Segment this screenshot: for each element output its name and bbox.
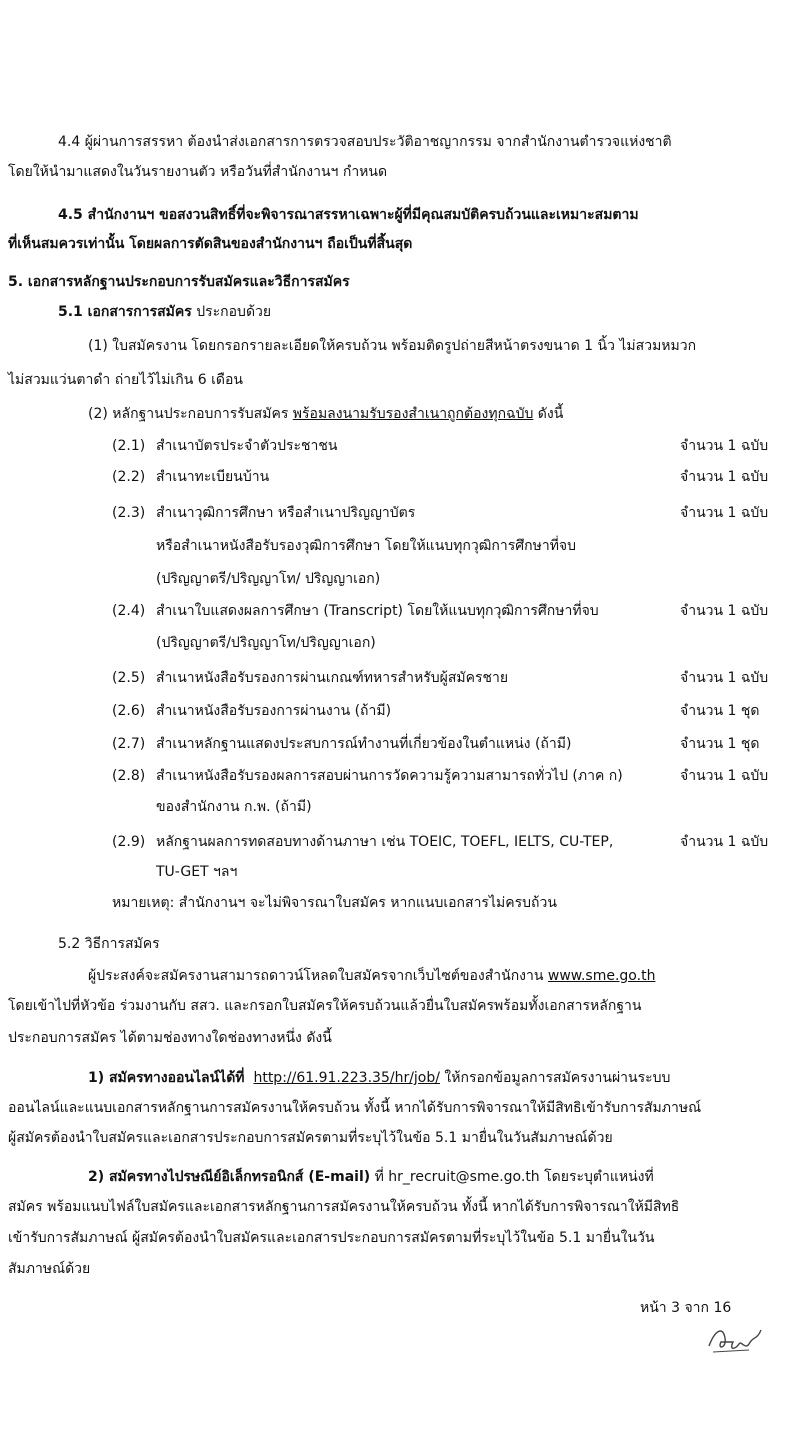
section-5-2-line1 <box>88 966 655 986</box>
doc-num: (2.9) <box>112 834 146 850</box>
item-2-suffix: ดังนี้ <box>533 406 564 422</box>
para-4-4-line1: 4.4 ผู้ผ่านการสรรหา ต้องนำส่งเอกสารการตรวจสอบประวัติอาชญากรรม จากสำนักงานตำรวจแห่งชาติ <box>58 134 672 150</box>
doc-line: สำเนาหนังสือรับรองการผ่านงาน (ถ้ามี) <box>156 703 392 719</box>
para-4-4-line2: โดยให้นำมาแสดงในวันรายงานตัว หรือวันที่สำนักงานฯ กำหนด <box>8 164 388 180</box>
online-url-link[interactable]: http://61.91.223.35/hr/job/ <box>253 1070 440 1086</box>
doc-line: สำเนาวุฒิการศึกษา หรือสำเนาปริญญาบัตร <box>156 505 416 521</box>
email-line2: สมัคร พร้อมแนบไฟล์ใบสมัครและเอกสารหลักฐานการสมัครงานให้ครบถ้วน ทั้งนี้ หากได้รับการพิจารณาให้มีสิทธิ <box>8 1199 680 1215</box>
website-link[interactable]: www.sme.go.th <box>547 968 656 984</box>
doc-line: สำเนาหนังสือรับรองการผ่านเกณฑ์ทหารสำหรับผู้สมัครชาย <box>156 670 509 686</box>
section-5-2-line1-text: ผู้ประสงค์จะสมัครงานสามารถดาวน์โหลดใบสมัครจากเว็บไซต์ของสำนักงาน <box>88 968 548 984</box>
page-number: หน้า 3 จาก 16 <box>640 1300 732 1316</box>
doc-qty: จำนวน 1 ฉบับ <box>680 469 769 485</box>
section-5-1-rest: ประกอบด้วย <box>191 304 272 320</box>
doc-line: สำเนาใบแสดงผลการศึกษา (Transcript) โดยให้แนบทุกวุฒิการศึกษาที่จบ <box>156 603 599 619</box>
doc-num: (2.4) <box>112 603 146 619</box>
doc-num: (2.3) <box>112 505 146 521</box>
section-5-2-line2: โดยเข้าไปที่หัวข้อ ร่วมงานกับ สสว. และกรอกใบสมัครให้ครบถ้วนแล้วยื่นใบสมัครพร้อมทั้งเอกสารหลักฐาน <box>8 998 642 1014</box>
section-5-2-heading: 5.2 วิธีการสมัคร <box>58 936 160 952</box>
doc-qty: จำนวน 1 ชุด <box>680 736 760 752</box>
section-5-1-heading <box>58 302 271 322</box>
doc-line: ของสำนักงาน ก.พ. (ถ้ามี) <box>156 799 312 815</box>
doc-qty: จำนวน 1 ฉบับ <box>680 768 769 784</box>
para-4-5-line1: 4.5 สำนักงานฯ ขอสงวนสิทธิ์ที่จะพิจารณาสรรหาเฉพาะผู้ที่มีคุณสมบัติครบถ้วนและเหมาะสมตาม <box>58 207 639 223</box>
doc-line: หลักฐานผลการทดสอบทางด้านภาษา เช่น TOEIC, TOEFL, IELTS, CU-TEP, <box>156 834 614 850</box>
item-2-prefix: (2) หลักฐานประกอบการรับสมัคร <box>88 406 293 422</box>
doc-line: สำเนาหนังสือรับรองผลการสอบผ่านการวัดความรู้ความสามารถทั่วไป (ภาค ก) <box>156 768 623 784</box>
doc-line: (ปริญญาตรี/ปริญญาโท/ ปริญญาเอก) <box>156 571 381 587</box>
item-2-line <box>88 404 563 424</box>
para-4-5-line2: ที่เห็นสมควรเท่านั้น โดยผลการตัดสินของสำนักงานฯ ถือเป็นที่สิ้นสุด <box>8 236 413 252</box>
doc-line: สำเนาทะเบียนบ้าน <box>156 469 270 485</box>
doc-qty: จำนวน 1 ชุด <box>680 703 760 719</box>
email-rest: ที่ hr_recruit@sme.go.th โดยระบุตำแหน่งที่ <box>370 1169 654 1185</box>
doc-qty: จำนวน 1 ฉบับ <box>680 603 769 619</box>
doc-num: (2.7) <box>112 736 146 752</box>
item-1-line2: ไม่สวมแว่นตาดำ ถ่ายไว้ไม่เกิน 6 เดือน <box>8 372 243 388</box>
doc-num: (2.5) <box>112 670 146 686</box>
email-line1 <box>88 1167 654 1187</box>
item-1-line1: (1) ใบสมัครงาน โดยกรอกรายละเอียดให้ครบถ้วน พร้อมติดรูปถ่ายสีหน้าตรงขนาด 1 นิ้ว ไม่สวมหมวก <box>88 338 697 354</box>
online-line1 <box>88 1068 670 1088</box>
doc-line: (ปริญญาตรี/ปริญญาโท/ปริญญาเอก) <box>156 635 376 651</box>
doc-line: สำเนาหลักฐานแสดงประสบการณ์ทำงานที่เกี่ยวข้องในตำแหน่ง (ถ้ามี) <box>156 736 572 752</box>
note: หมายเหตุ: สำนักงานฯ จะไม่พิจารณาใบสมัคร หากแนบเอกสารไม่ครบถ้วน <box>112 895 557 911</box>
signature-icon <box>705 1320 765 1356</box>
doc-num: (2.6) <box>112 703 146 719</box>
email-label: 2) สมัครทางไปรษณีย์อิเล็กทรอนิกส์ (E-mail) <box>88 1169 371 1185</box>
doc-line: สำเนาบัตรประจำตัวประชาชน <box>156 438 338 454</box>
doc-num: (2.1) <box>112 438 146 454</box>
doc-qty: จำนวน 1 ฉบับ <box>680 834 769 850</box>
doc-line: TU-GET ฯลฯ <box>156 864 238 880</box>
email-line4: สัมภาษณ์ด้วย <box>8 1261 91 1277</box>
online-label: 1) สมัครทางออนไลน์ได้ที่ <box>88 1070 245 1086</box>
doc-qty: จำนวน 1 ฉบับ <box>680 505 769 521</box>
doc-qty: จำนวน 1 ฉบับ <box>680 438 769 454</box>
online-line3: ผู้สมัครต้องนำใบสมัครและเอกสารประกอบการสมัครตามที่ระบุไว้ในข้อ 5.1 มายื่นในวันสัมภาษณ์ด้วย <box>8 1130 613 1146</box>
online-rest: ให้กรอกข้อมูลการสมัครงานผ่านระบบ <box>439 1070 671 1086</box>
online-line2: ออนไลน์และแนบเอกสารหลักฐานการสมัครงานให้ครบถ้วน ทั้งนี้ หากได้รับการพิจารณาให้มีสิทธิเข้ารับการสัมภาษณ์ <box>8 1100 702 1116</box>
doc-line: หรือสำเนาหนังสือรับรองวุฒิการศึกษา โดยให้แนบทุกวุฒิการศึกษาที่จบ <box>156 538 577 554</box>
doc-num: (2.8) <box>112 768 146 784</box>
doc-num: (2.2) <box>112 469 146 485</box>
section-5-1-label: 5.1 เอกสารการสมัคร <box>58 304 192 320</box>
doc-qty: จำนวน 1 ฉบับ <box>680 670 769 686</box>
section-5-2-line3: ประกอบการสมัคร ได้ตามช่องทางใดช่องทางหนึ่ง ดังนี้ <box>8 1030 332 1046</box>
section-5-heading: 5. เอกสารหลักฐานประกอบการรับสมัครและวิธีการสมัคร <box>8 274 350 290</box>
email-line3: เข้ารับการสัมภาษณ์ ผู้สมัครต้องนำใบสมัครและเอกสารประกอบการสมัครตามที่ระบุไว้ในข้อ 5.1 มายื่นในวัน <box>8 1230 655 1246</box>
item-2-underlined: พร้อมลงนามรับรองสำเนาถูกต้องทุกฉบับ <box>292 406 534 422</box>
